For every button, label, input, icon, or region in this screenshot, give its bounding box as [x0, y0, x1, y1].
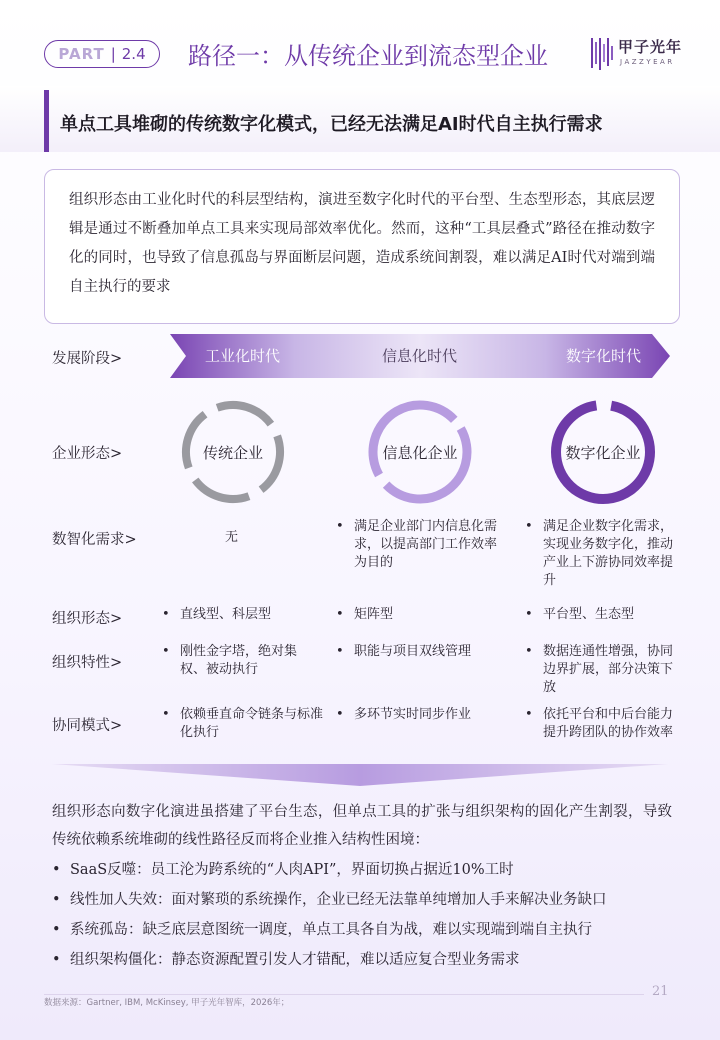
down-arrow-band-icon — [52, 764, 668, 786]
bullet-dot: • — [336, 519, 344, 534]
page-number: 21 — [652, 984, 669, 999]
org-feature-text-1: 刚性金字塔，绝对集权、被动执行 — [180, 644, 298, 677]
intro-box — [44, 169, 680, 324]
era-industrial: 工业化时代 — [205, 347, 281, 365]
enterprise-circle-information — [365, 397, 475, 507]
section-subheading: 单点工具堆砌的传统数字化模式，已经无法满足AI时代自主执行需求 — [60, 114, 603, 135]
enterprise-label-information: 信息化企业 — [382, 443, 458, 462]
part-separator: | — [110, 45, 116, 63]
org-feature-cell-3 — [525, 643, 683, 697]
demand-text-industrial: 无 — [225, 530, 239, 545]
org-form-cell-3 — [525, 606, 683, 624]
org-form-cell-1 — [162, 606, 332, 624]
bullet-dot: • — [336, 644, 344, 659]
summary-paragraph: 组织形态向数字化演进虽搭建了平台生态，但单点工具的扩张与组织架构的固化产生割裂，导致传统依赖系统堆砌的线性路径反而将企业推入结构性困境： — [52, 804, 672, 848]
org-feature-text-3: 数据连通性增强，协同边界扩展，部分决策下放 — [543, 644, 674, 695]
brand-logo — [590, 36, 690, 72]
org-form-text-3: 平台型、生态型 — [543, 607, 635, 622]
row-label-org-feature: 组织特性> — [52, 655, 123, 671]
row-label-form: 企业形态> — [52, 446, 123, 462]
enterprise-circle-digital — [548, 397, 658, 507]
enterprise-circle-traditional — [178, 397, 288, 507]
era-information: 信息化时代 — [382, 347, 458, 365]
org-feature-text-2: 职能与项目双线管理 — [354, 644, 472, 659]
list-item: • SaaS反噬：员工沦为跨系统的“人肉API”，界面切换占据近10%工时 — [52, 855, 682, 885]
bullet-dot: • — [162, 707, 170, 722]
row-label-collab: 协同模式> — [52, 718, 123, 734]
list-item: • 组织架构僵化：静态资源配置引发人才错配，难以适应复合型业务需求 — [52, 945, 682, 975]
bullet-dot: • — [336, 707, 344, 722]
collab-text-3: 依托平台和中后台能力提升跨团队的协作效率 — [543, 707, 674, 740]
logo-mark-icon — [590, 36, 616, 72]
org-form-text-2: 矩阵型 — [354, 607, 394, 622]
intro-paragraph: 组织形态由工业化时代的科层型结构，演进至数字化时代的平台型、生态型形态，其底层逻辑是通过不断叠加单点工具来实现局部效率优化。然而，这种“工具层叠式”路径在推动数字化的同时，也导致了信息孤岛与界面断层问题，造成系统间割裂，难以满足AI时代对端到端自主执行的要求 — [69, 192, 655, 295]
bullet-dot: • — [162, 607, 170, 622]
enterprise-label-traditional: 传统企业 — [202, 443, 263, 462]
subhead-accent-bar — [44, 90, 49, 152]
bullet-dot: • — [162, 644, 170, 659]
enterprise-label-digital: 数字化企业 — [565, 443, 641, 462]
collab-text-2: 多环节实时同步作业 — [354, 707, 472, 722]
demand-cell-information — [336, 518, 500, 572]
org-form-text-1: 直线型、科层型 — [180, 607, 272, 622]
org-form-cell-2 — [336, 606, 500, 624]
row-label-org-form: 组织形态> — [52, 611, 123, 627]
part-label: PART — [58, 45, 105, 63]
logo-text-en: JAZZYEAR — [620, 58, 675, 66]
collab-text-1: 依赖垂直命令链条与标准化执行 — [180, 707, 324, 740]
list-item: • 线性加人失效：面对繁琐的系统操作，企业已经无法靠单纯增加人手来解决业务缺口 — [52, 885, 682, 915]
page-title: 路径一：从传统企业到流态型企业 — [188, 42, 548, 70]
bullet-list — [52, 855, 682, 975]
part-badge — [44, 40, 160, 68]
row-label-demand: 数智化需求> — [52, 532, 137, 548]
bullet-dot: • — [525, 707, 533, 722]
collab-cell-2 — [336, 706, 500, 724]
demand-text-information: 满足企业部门内信息化需求，以提高部门工作效率为目的 — [354, 519, 498, 570]
collab-cell-3 — [525, 706, 683, 742]
bullet-dot: • — [336, 607, 344, 622]
bullet-dot: • — [525, 607, 533, 622]
demand-cell-digital — [525, 518, 683, 590]
org-feature-cell-1 — [162, 643, 314, 679]
demand-text-digital: 满足企业数字化需求，实现业务数字化，推动产业上下游协同效率提升 — [543, 519, 674, 588]
era-digital: 数字化时代 — [566, 347, 642, 365]
footer-divider — [44, 994, 644, 995]
data-source: 数据来源：Gartner, IBM, McKinsey, 甲子光年智库，2026年； — [44, 998, 290, 1008]
org-feature-cell-2 — [336, 643, 500, 661]
list-item: • 系统孤岛：缺乏底层意图统一调度，单点工具各自为战，难以实现端到端自主执行 — [52, 915, 682, 945]
bullet-dot: • — [525, 519, 533, 534]
logo-text-cn: 甲子光年 — [618, 38, 683, 56]
row-label-stage: 发展阶段> — [52, 351, 123, 367]
part-number: 2.4 — [121, 45, 146, 63]
demand-cell-industrial — [225, 529, 265, 547]
collab-cell-1 — [162, 706, 332, 742]
bullet-dot: • — [525, 644, 533, 659]
